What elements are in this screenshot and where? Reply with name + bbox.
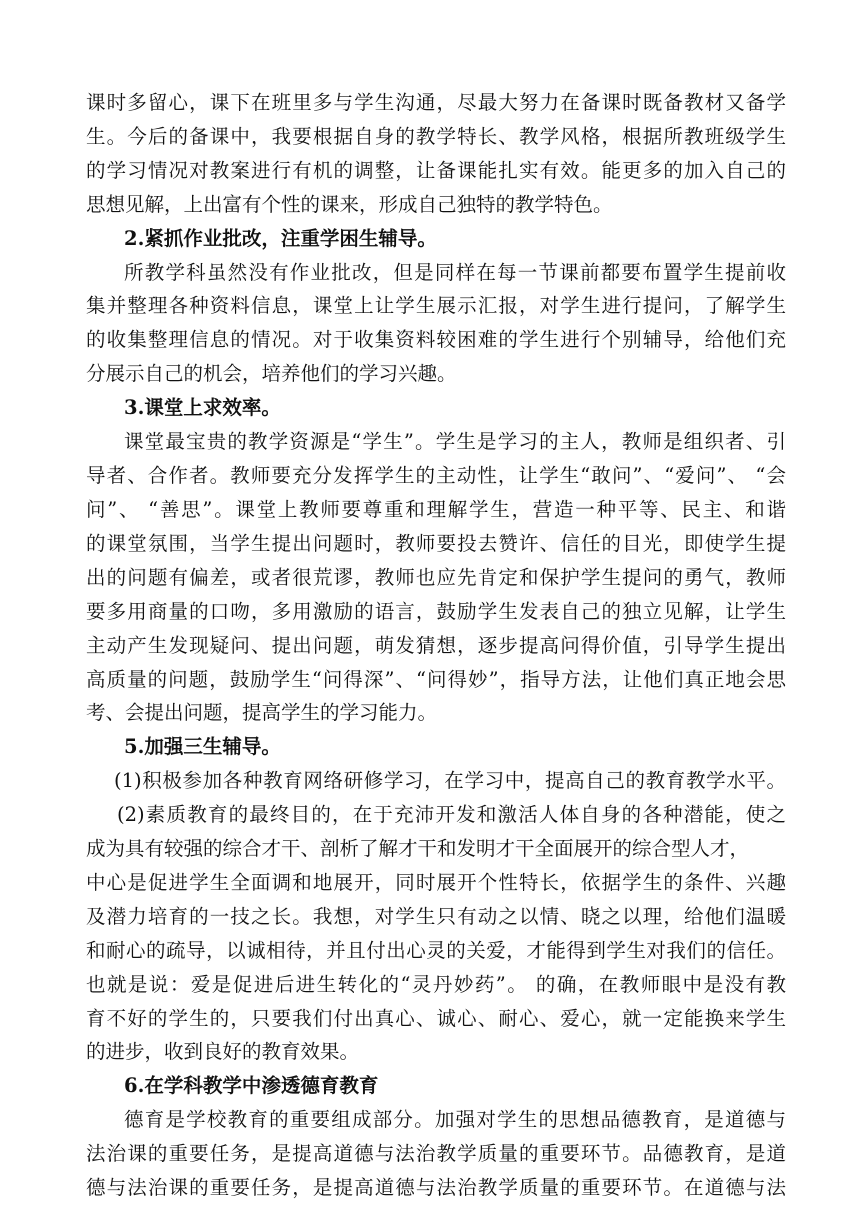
paragraph-line: 德与法治课的重要任务，是提高道德与法治教学质量的重要环节。在道德与法 (86, 1176, 786, 1199)
paragraph-line: 及潜力培育的一技之长。我想，对学生只有动之以情、晓之以理，给他们温暖 (86, 905, 786, 928)
section-heading: 3.课堂上求效率。 (124, 396, 281, 419)
paragraph-line: 法治课的重要任务，是提高道德与法治教学质量的重要环节。品德教育，是道 (86, 1142, 786, 1165)
paragraph-line: 德育是学校教育的重要组成部分。加强对学生的思想品德教育，是道德与 (124, 1108, 786, 1131)
paragraph-line: 出的问题有偏差，或者很荒谬，教师也应先肯定和保护学生提问的勇气，教师 (86, 566, 786, 589)
paragraph-line: 课时多留心，课下在班里多与学生沟通，尽最大努力在备课时既备教材又备学 (86, 91, 786, 114)
paragraph-line: 问”、 “善思”。课堂上教师要尊重和理解学生，营造一种平等、民主、和谐 (86, 498, 786, 521)
paragraph-line: 高质量的问题，鼓励学生“问得深”、“问得妙”，指导方法，让他们真正地会思 (86, 668, 786, 691)
paragraph-line: 导者、合作者。教师要充分发挥学生的主动性，让学生“敢问”、“爱问”、 “会 (86, 464, 786, 487)
paragraph-line: 成为具有较强的综合才干、剖析了解才干和发明才干全面展开的综合型人才， (86, 837, 750, 860)
section-heading: 6.在学科教学中渗透德育教育 (124, 1074, 379, 1097)
paragraph-line: 思想见解，上出富有个性的课来，形成自己独特的教学特色。 (86, 193, 613, 216)
section-heading: 2.紧抓作业批改，注重学困生辅导。 (124, 227, 437, 250)
paragraph-line: 也就是说：爱是促进后进生转化的“灵丹妙药”。 的确，在教师眼中是没有教 (86, 973, 786, 996)
paragraph-line: (1)积极参加各种教育网络研修学习，在学习中，提高自己的教育教学水平。 (114, 769, 786, 792)
paragraph-line: 主动产生发现疑问、提出问题，萌发猜想，逐步提高问得价值，引导学生提出 (86, 634, 786, 657)
paragraph-line: 分展示自己的机会，培养他们的学习兴趣。 (86, 362, 457, 385)
paragraph-line: 育不好的学生的，只要我们付出真心、诚心、耐心、爱心，就一定能换来学生 (86, 1007, 786, 1030)
paragraph-line: (2)素质教育的最终目的，在于充沛开发和激活人体自身的各种潜能，使之 (117, 803, 786, 826)
paragraph-line: 生。今后的备课中，我要根据自身的教学特长、教学风格，根据所教班级学生 (86, 125, 786, 148)
paragraph-line: 课堂最宝贵的教学资源是“学生”。学生是学习的主人，教师是组织者、引 (124, 430, 786, 453)
paragraph-line: 中心是促进学生全面调和地展开，同时展开个性特长，依据学生的条件、兴趣 (86, 871, 786, 894)
paragraph-line: 要多用商量的口吻，多用激励的语言，鼓励学生发表自己的独立见解，让学生 (86, 600, 786, 623)
paragraph-line: 和耐心的疏导，以诚相待，并且付出心灵的关爱，才能得到学生对我们的信任。 (86, 939, 786, 962)
paragraph-line: 的收集整理信息的情况。对于收集资料较困难的学生进行个别辅导，给他们充 (86, 328, 786, 351)
paragraph-line: 的学习情况对教案进行有机的调整，让备课能扎实有效。能更多的加入自己的 (86, 159, 786, 182)
paragraph-line: 的进步，收到良好的教育效果。 (86, 1040, 360, 1063)
paragraph-line: 的课堂氛围，当学生提出问题时，教师要投去赞许、信任的目光，即使学生提 (86, 532, 786, 555)
paragraph-line: 集并整理各种资料信息，课堂上让学生展示汇报，对学生进行提问，了解学生 (86, 294, 786, 317)
section-heading: 5.加强三生辅导。 (124, 735, 281, 758)
paragraph-line: 考、会提出问题，提高学生的学习能力。 (86, 701, 438, 724)
paragraph-line: 所教学科虽然没有作业批改，但是同样在每一节课前都要布置学生提前收 (124, 261, 786, 284)
